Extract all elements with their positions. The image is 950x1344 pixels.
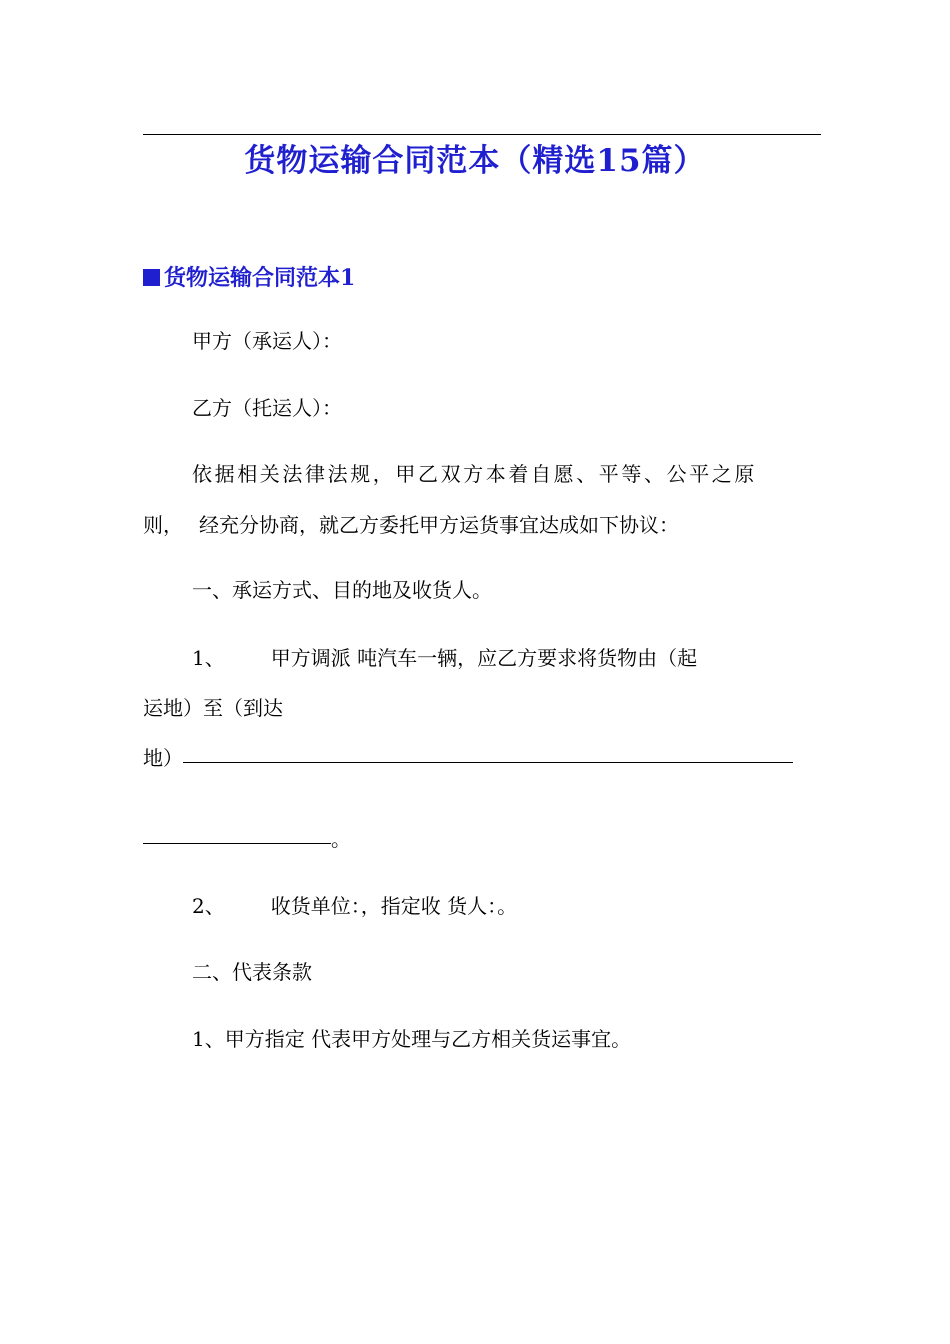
clause-1-item-2-text: 收货单位：，指定收 货人：。: [270, 894, 518, 918]
party-b-line: 乙方（托运人）：: [192, 396, 342, 420]
section-heading: [143, 258, 355, 298]
document-title: 货物运输合同范本（精选15篇）: [244, 143, 706, 179]
clause-1-heading: 一、承运方式、目的地及收货人。: [192, 578, 492, 602]
title-top-rule: [143, 134, 821, 135]
clause-2-item-1: 1、甲方指定 代表甲方处理与乙方相关货运事宜。: [192, 1027, 632, 1051]
clause-1-item-1-end: [143, 824, 351, 854]
clause-1-item-1-text: 甲方调派 吨汽车一辆，应乙方要求将货物由（起: [270, 646, 698, 670]
party-a-line: 甲方（承运人）：: [192, 329, 342, 353]
destination-blank-continued: [143, 833, 331, 844]
clause-1-item-1-cont: 运地）至（到达: [143, 696, 283, 720]
preamble-line-2-rest: 经充分协商，就乙方委托甲方运货事宜达成如下协议：: [199, 513, 679, 537]
preamble-line-2: [143, 510, 679, 540]
clause-1-item-1-number: 1、: [192, 646, 225, 670]
clause-1-item-2: [192, 891, 517, 921]
clause-1-item-2-number: 2、: [192, 894, 225, 918]
preamble-line-2-start: 则，: [143, 513, 183, 537]
square-bullet-icon: [143, 269, 160, 286]
clause-1-item-1-destination: [143, 743, 793, 773]
destination-blank: [183, 752, 793, 763]
end-mark: 。: [331, 827, 351, 851]
preamble-line-1: 依据相关法律法规，甲乙双方本着自愿、平等、公平之原: [192, 462, 757, 486]
clause-1-item-1: [192, 643, 697, 673]
destination-label: 地）: [143, 746, 183, 770]
clause-2-heading: 二、代表条款: [192, 960, 312, 984]
section-heading-text: 货物运输合同范本1: [164, 265, 356, 291]
